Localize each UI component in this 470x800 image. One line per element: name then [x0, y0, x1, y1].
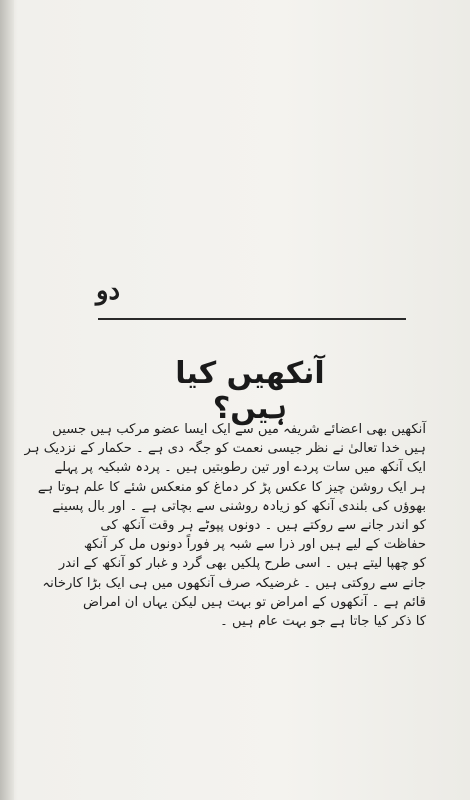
text-line: کا ذکر کیا جاتا ہے جو بہت عام ہیں ۔	[220, 614, 426, 630]
header-rule	[98, 318, 406, 320]
text-line: قائم ہے ۔ آنکھوں کے امراض تو بہت ہیں لیکن یہاں ان امراض	[82, 594, 426, 610]
text-line: ہیں خدا تعالیٰ نے نظر جیسی نعمت کو جگہ دی ہے ۔ حکمار کے نزدیک ہر	[24, 441, 426, 457]
text-line: آنکھیں بھی اعضائے شریفہ میں سے ایک ایسا عضو مرکب ہیں جسیں	[52, 422, 426, 437]
chapter-heading: آنکھیں کیا ہیں؟	[175, 356, 325, 426]
text-line: ہر ایک روشن چیز کا عکس پڑ کر دماغ کو منعکس شئے کا علم ہوتا ہے	[37, 479, 426, 495]
text-line: حفاظت کے لیے ہیں اور ذرا سے شبہ پر فوراً دونوں مل کر آنکھ	[83, 537, 426, 553]
page-binding-edge	[0, 0, 14, 800]
text-line: کو اندر جانے سے روکتے ہیں ۔ دونوں پپوٹے ہر وقت آنکھ کی	[100, 518, 426, 534]
body-paragraph	[24, 420, 426, 631]
text-line: جانے سے روکتی ہیں ۔ غرضیکہ صرف آنکھوں میں ہی ایک بڑا کارخانہ	[42, 575, 426, 591]
text-line: کو چھپا لیتے ہیں ۔ اسی طرح پلکیں بھی گرد و غبار کو آنکھ کے اندر	[58, 556, 426, 572]
text-line: بھوؤں کی بلندی آنکھ کو زیادہ روشنی سے بچاتی ہے ۔ اور بال پسینے	[52, 498, 426, 514]
text-line: ایک آنکھ میں سات پردے اور تین رطوبتیں ہیں ۔ پردہ شبکیہ پر پہلے	[54, 460, 426, 476]
page-number: دو	[96, 276, 121, 306]
